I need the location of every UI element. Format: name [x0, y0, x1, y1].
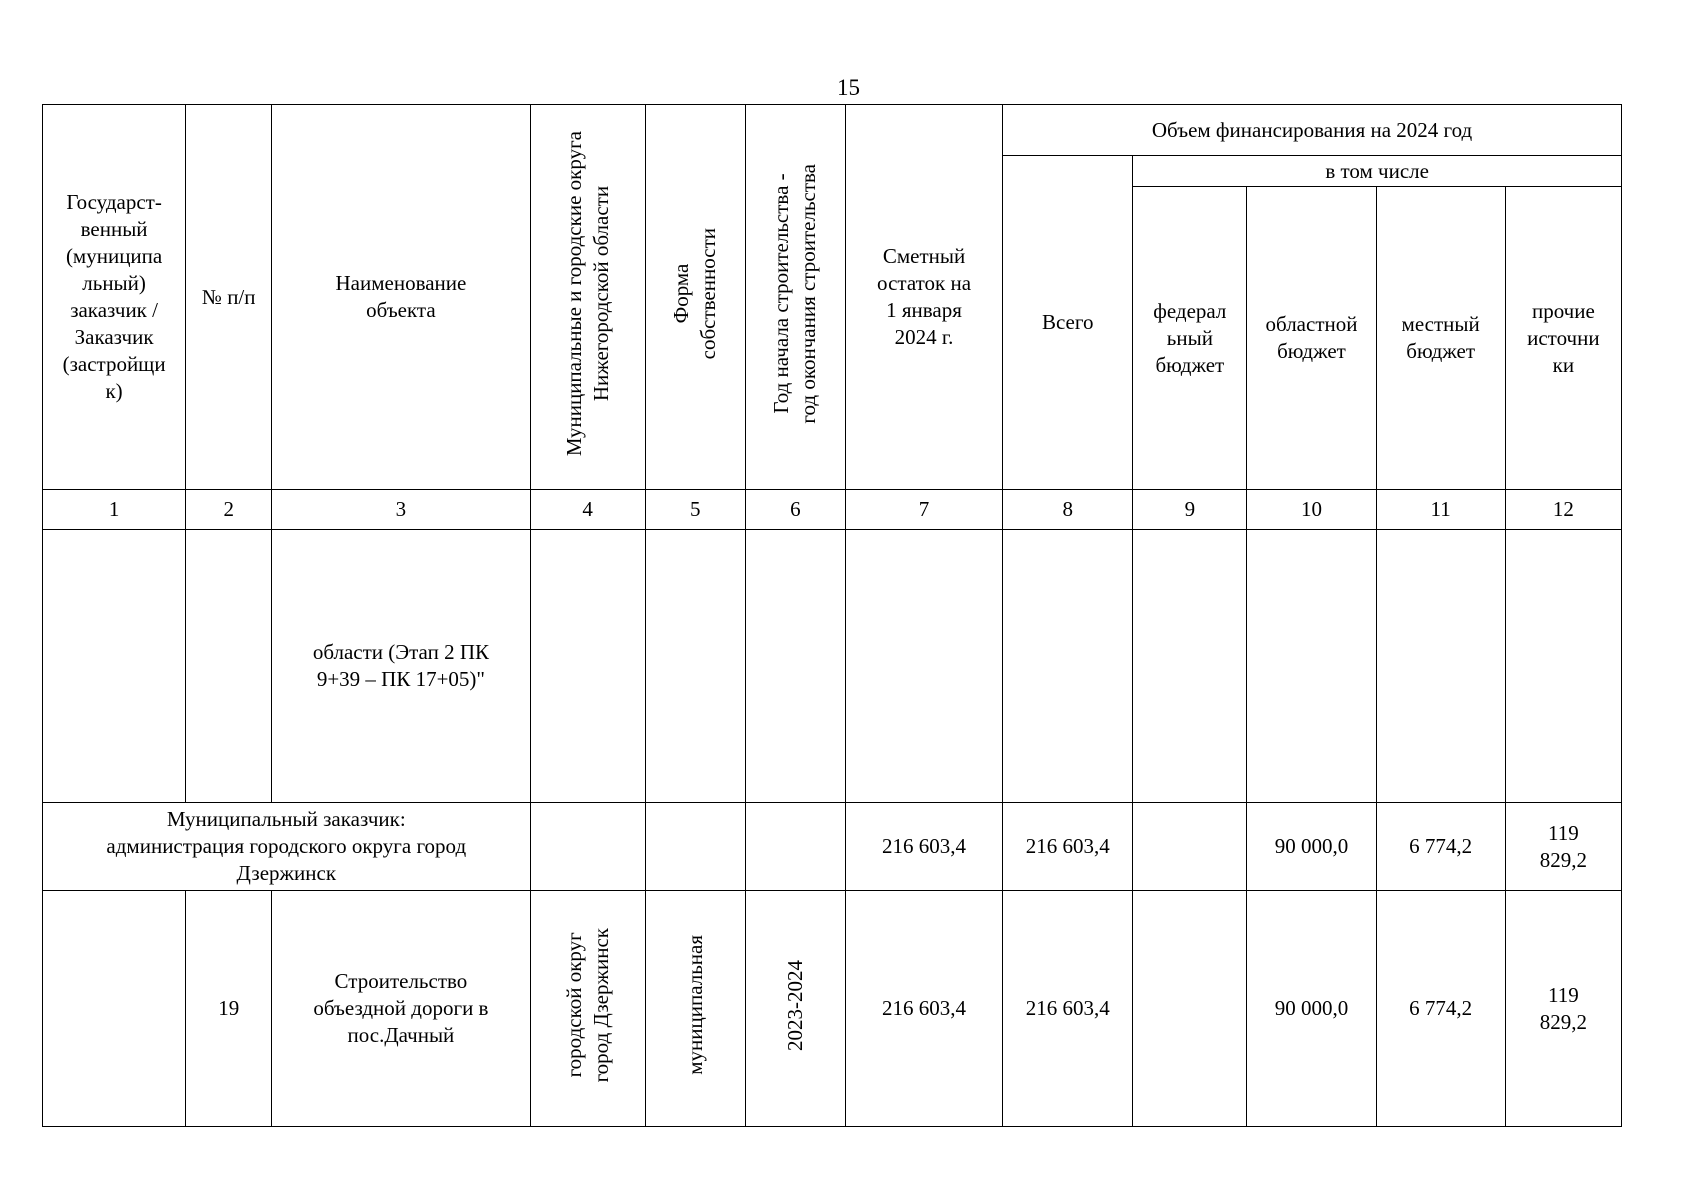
- header-local: местный бюджет: [1376, 187, 1505, 490]
- empty-cell: [43, 891, 186, 1127]
- empty-cell: [1505, 530, 1621, 803]
- column-number: 10: [1247, 490, 1376, 530]
- column-number: 8: [1003, 490, 1133, 530]
- header-num: № п/п: [186, 105, 272, 490]
- empty-cell: [530, 803, 645, 891]
- header-customer: Государст- венный (муниципа льный) заказчик / Заказчик (застройщи к): [43, 105, 186, 490]
- customer-total: 216 603,4: [1003, 803, 1133, 891]
- customer-federal: [1133, 803, 1247, 891]
- object-name: Строительство объездной дороги в пос.Дачный: [272, 891, 530, 1127]
- header-federal: федерал ьный бюджет: [1133, 187, 1247, 490]
- empty-cell: [645, 803, 745, 891]
- header-ownership: Форма собственности: [645, 105, 745, 490]
- empty-cell: [1133, 530, 1247, 803]
- object-years: 2023-2024: [745, 891, 845, 1127]
- customer-other: 119 829,2: [1505, 803, 1621, 891]
- customer-local: 6 774,2: [1376, 803, 1505, 891]
- object-row: [43, 891, 1622, 1127]
- column-number: 9: [1133, 490, 1247, 530]
- object-regional: 90 000,0: [1247, 891, 1376, 1127]
- header-funding-group: Объем финансирования на 2024 год: [1003, 105, 1622, 156]
- empty-cell: [845, 530, 1002, 803]
- investment-table: [42, 104, 1622, 1127]
- customer-estimate: 216 603,4: [845, 803, 1002, 891]
- object-num: 19: [186, 891, 272, 1127]
- empty-cell: [1376, 530, 1505, 803]
- column-numbers-row: [43, 490, 1622, 530]
- object-federal: [1133, 891, 1247, 1127]
- column-number: 6: [745, 490, 845, 530]
- object-municipality: городской округ город Дзержинск: [530, 891, 645, 1127]
- empty-cell: [645, 530, 745, 803]
- object-local: 6 774,2: [1376, 891, 1505, 1127]
- empty-cell: [745, 803, 845, 891]
- column-number: 11: [1376, 490, 1505, 530]
- empty-cell: [1003, 530, 1133, 803]
- empty-cell: [530, 530, 645, 803]
- header-including: в том числе: [1133, 156, 1622, 187]
- column-number: 5: [645, 490, 745, 530]
- empty-cell: [745, 530, 845, 803]
- column-number: 12: [1505, 490, 1621, 530]
- header-municipality: Муниципальные и городские округа Нижегородской области: [530, 105, 645, 490]
- column-number: 1: [43, 490, 186, 530]
- page-number: 15: [837, 75, 860, 100]
- empty-cell: [1247, 530, 1376, 803]
- object-ownership: муниципальная: [645, 891, 745, 1127]
- column-number: 3: [272, 490, 530, 530]
- header-object-name: Наименование объекта: [272, 105, 530, 490]
- header-total: Всего: [1003, 156, 1133, 490]
- header-estimate: Сметный остаток на 1 января 2024 г.: [845, 105, 1002, 490]
- object-other: 119 829,2: [1505, 891, 1621, 1127]
- column-number: 4: [530, 490, 645, 530]
- continuation-row: [43, 530, 1622, 803]
- column-number: 2: [186, 490, 272, 530]
- object-total: 216 603,4: [1003, 891, 1133, 1127]
- empty-cell: [43, 530, 186, 803]
- customer-regional: 90 000,0: [1247, 803, 1376, 891]
- object-estimate: 216 603,4: [845, 891, 1002, 1127]
- header-regional: областной бюджет: [1247, 187, 1376, 490]
- continuation-object-name: области (Этап 2 ПК 9+39 – ПК 17+05)": [272, 530, 530, 803]
- customer-row: [43, 803, 1622, 891]
- header-row-1: [43, 105, 1622, 156]
- customer-label: Муниципальный заказчик: администрация городского округа город Дзержинск: [43, 803, 531, 891]
- header-years: Год начала строительства - год окончания строительства: [745, 105, 845, 490]
- column-number: 7: [845, 490, 1002, 530]
- header-other: прочие источни ки: [1505, 187, 1621, 490]
- empty-cell: [186, 530, 272, 803]
